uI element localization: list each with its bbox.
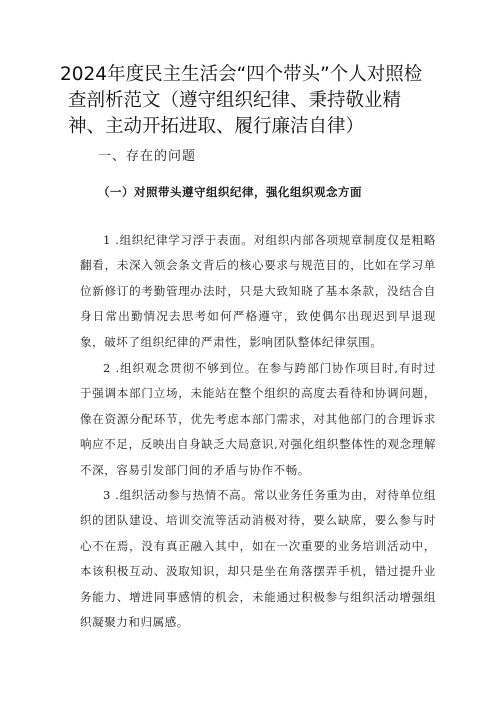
title-line-1: 2024年度民主生活会“四个带头”个人对照检 <box>60 64 423 85</box>
title-line-2: 查剖析范文（遵守组织纪律、秉持敬业精 <box>68 90 402 111</box>
title-line-3: 神、主动开拓进取、履行廉洁自律） <box>68 116 365 137</box>
document-title <box>60 62 445 140</box>
subsection-heading: （一）对照带头遵守组织纪律，强化组织观念方面 <box>98 185 362 199</box>
paragraph-1: 1 .组织纪律学习浮于表面。对组织内部各项规章制度仅是粗略翻看，未深入领会条文背后的核心要求与规范目的，比如在学习单位新修订的考勤管理办法时，只是大致知晓了基本条款，没结合自身日常出勤情况去思考如何严格遵守，致使偶尔出现迟到早退现象，破坏了组织纪律的严肃性，影响团队整体纪律氛围。 <box>80 232 436 349</box>
paragraph-3: 3 .组织活动参与热情不高。常以业务任务重为由，对待单位组织的团队建设、培训交流等活动消极对待，要么缺席，要么参与时心不在焉，没有真正融入其中，如在一次重要的业务培训活动中，本该积极互动、汲取知识，却只是坐在角落摆弄手机，错过提升业务能力、增进同事感情的机会，未能通过积极参与组织活动增强组织凝聚力和归属感。 <box>80 487 436 630</box>
section-heading: 一、存在的问题 <box>98 149 197 164</box>
paragraph-2: 2 .组织观念贯彻不够到位。在参与跨部门协作项目时,有时过于强调本部门立场，未能站在整个组织的高度去看待和协调问题，像在资源分配环节，优先考虑本部门需求，对其他部门的合理诉求响应不足，反映出自身缺乏大局意识,对强化组织整体性的观念理解不深，容易引发部门间的矛盾与协作不畅。 <box>80 360 436 477</box>
